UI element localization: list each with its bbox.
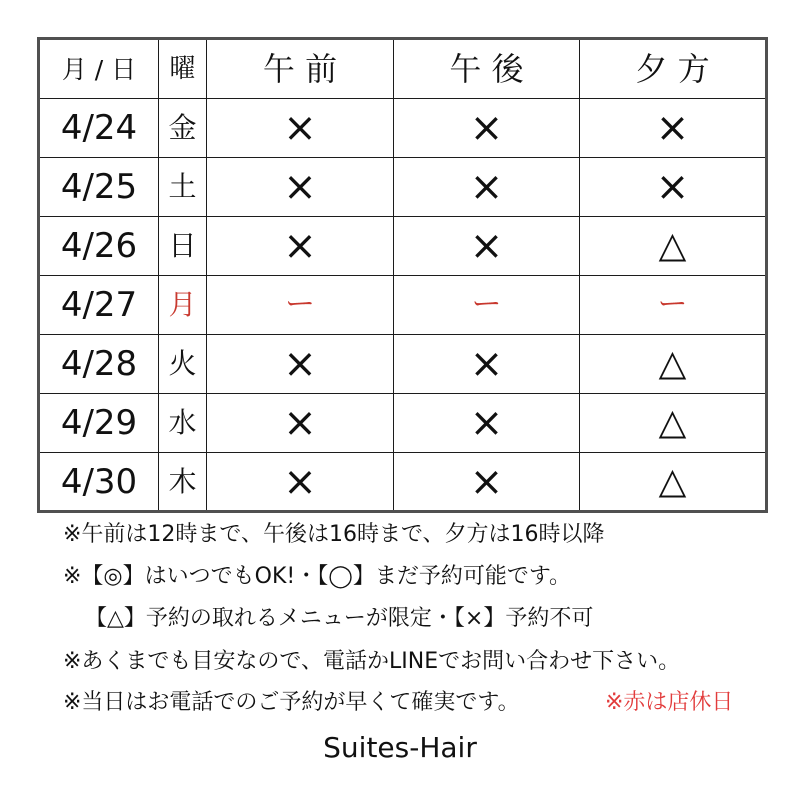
schedule-table	[37, 37, 768, 513]
weekday-cell: 火	[159, 335, 207, 394]
schedule-row	[39, 394, 767, 453]
note-contact: ※あくまでも目安なので、電話かLINEでお問い合わせ下さい。	[63, 649, 681, 674]
afternoon-status: ×	[394, 217, 580, 276]
weekday-cell: 月	[159, 276, 207, 335]
note-legend-available: ※【◎】はいつでもOK!・【◯】まだ予約可能です。	[63, 564, 572, 589]
evening-status: ×	[580, 99, 767, 158]
table-header	[39, 39, 767, 99]
afternoon-status: ー	[394, 276, 580, 335]
afternoon-status: ×	[394, 335, 580, 394]
header-afternoon: 午 後	[394, 39, 580, 99]
date-cell: 4/28	[39, 335, 159, 394]
header-evening: 夕 方	[580, 39, 767, 99]
evening-status: △	[580, 335, 767, 394]
afternoon-status: ×	[394, 394, 580, 453]
morning-status: ×	[207, 453, 394, 512]
holiday-legend: ※赤は店休日	[605, 690, 734, 715]
morning-status: ー	[207, 276, 394, 335]
weekday-cell: 木	[159, 453, 207, 512]
date-cell: 4/24	[39, 99, 159, 158]
weekday-cell: 水	[159, 394, 207, 453]
evening-status: △	[580, 394, 767, 453]
schedule-row	[39, 335, 767, 394]
weekday-cell: 金	[159, 99, 207, 158]
morning-status: ×	[207, 217, 394, 276]
evening-status: △	[580, 217, 767, 276]
schedule-row	[39, 276, 767, 335]
date-cell: 4/30	[39, 453, 159, 512]
note-same-day: ※当日はお電話でのご予約が早くて確実です。	[63, 690, 520, 715]
weekday-cell: 土	[159, 158, 207, 217]
schedule-row	[39, 453, 767, 512]
note-time-slots: ※午前は12時まで、午後は16時まで、夕方は16時以降	[63, 522, 605, 547]
morning-status: ×	[207, 335, 394, 394]
header-date: 月 / 日	[39, 39, 159, 99]
weekday-cell: 日	[159, 217, 207, 276]
evening-status: △	[580, 453, 767, 512]
schedule-row	[39, 99, 767, 158]
date-cell: 4/25	[39, 158, 159, 217]
header-morning: 午 前	[207, 39, 394, 99]
date-cell: 4/27	[39, 276, 159, 335]
note-legend-limited: 【△】予約の取れるメニューが限定・【×】予約不可	[85, 606, 594, 631]
afternoon-status: ×	[394, 158, 580, 217]
afternoon-status: ×	[394, 99, 580, 158]
afternoon-status: ×	[394, 453, 580, 512]
date-cell: 4/29	[39, 394, 159, 453]
evening-status: ー	[580, 276, 767, 335]
evening-status: ×	[580, 158, 767, 217]
schedule-row	[39, 158, 767, 217]
morning-status: ×	[207, 394, 394, 453]
morning-status: ×	[207, 99, 394, 158]
date-cell: 4/26	[39, 217, 159, 276]
header-weekday: 曜	[159, 39, 207, 99]
schedule-row	[39, 217, 767, 276]
morning-status: ×	[207, 158, 394, 217]
shop-name: Suites-Hair	[323, 731, 477, 764]
